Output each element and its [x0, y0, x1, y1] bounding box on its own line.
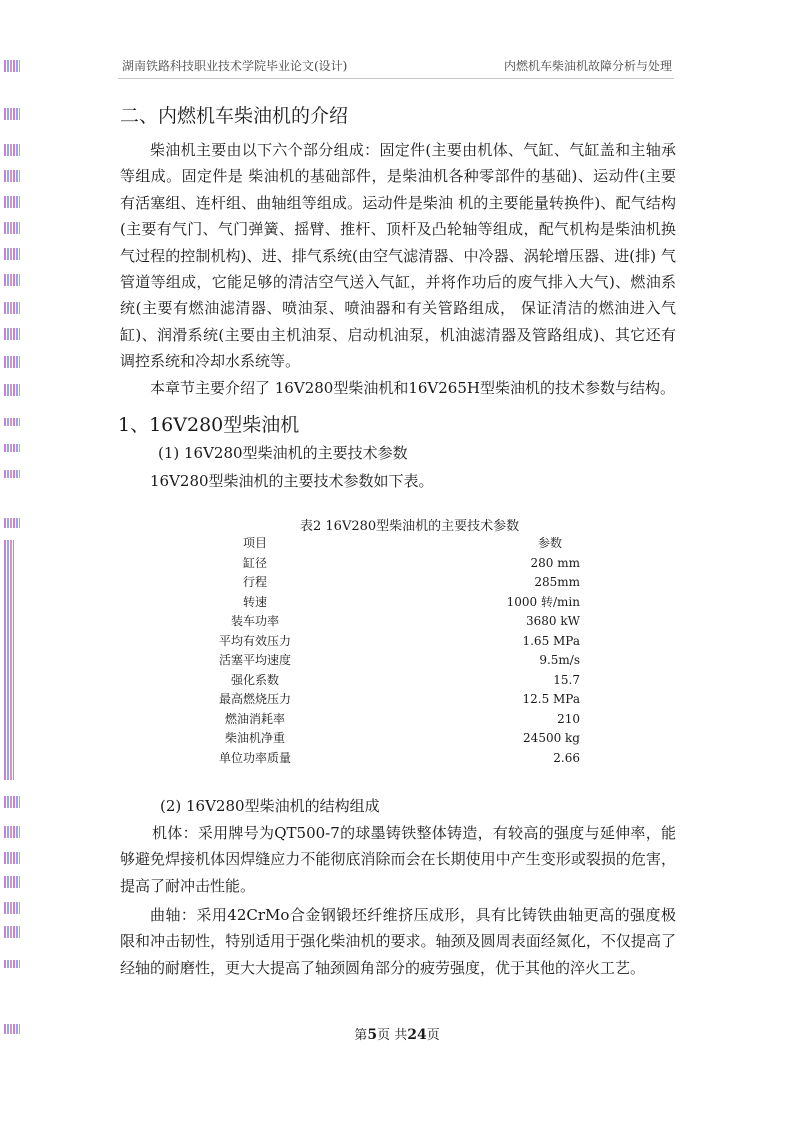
item2-title: (2) 16V280型柴油机的结构组成 — [160, 797, 380, 815]
row-value: 3680 kW — [526, 614, 580, 628]
row-name: 柴油机净重 — [224, 731, 285, 745]
table-header-row — [200, 534, 610, 554]
row-name: 活塞平均速度 — [218, 653, 291, 667]
table-row — [200, 632, 610, 652]
table-row — [200, 690, 610, 710]
row-value: 285mm — [534, 575, 580, 589]
row-name: 单位功率质量 — [218, 750, 291, 765]
row-value: 12.5 MPa — [522, 692, 580, 706]
body-paragraph-2: 曲轴：采用42CrMo合金钢锻坯纤维挤压成形，具有比铸铁曲轴更高的强度极限和冲击韧性，特别适用于强化柴油机的要求。轴颈及圆周表面经氮化，不仅提高了经轴的耐磨性，更大大提高了轴颈圆角部分的疲劳强度，优于其他的淬火工艺。 — [120, 906, 676, 977]
row-value: 280 mm — [530, 555, 580, 570]
intro-paragraph: 柴油机主要由以下六个部分组成：固定件(主要由机体、气缸、气缸盖和主轴承等组成。固定件是 柴油机的基础部件，是柴油机各种零部件的基础)、运动件(主要有活塞组、连杆组、曲轴组等组成。运动件是柴油 机的主要能量转换件)、配气结构(主要有气门、气门弹簧、摇臂、推杆、顶杆及凸轮轴等组成，配气机构是柴油机换气过程的控制机构)、进、排气系统(由空气滤清器、中冷器、涡轮增压器、进(排) 气管道等组成，它能足够的清洁空气送入气缸，并将作功后的废气排入大气)、燃油系统(主要有燃油滤清器、喷油泵、喷油器和有关管路组成， 保证清洁的燃油进入气缸)、润滑系统(主要由主机油泵、启动机油泵，机油滤清器及管路组成)、其它还有调控系统和冷却水系统等。 — [120, 141, 676, 371]
section-title: 二、内燃机车柴油机的介绍 — [120, 105, 349, 127]
row-value: 210 — [557, 711, 580, 726]
spec-table — [200, 534, 610, 768]
table-row — [200, 593, 610, 613]
row-name: 平均有效压力 — [218, 633, 291, 648]
item1-text: 16V280型柴油机的主要技术参数如下表。 — [150, 472, 434, 490]
margin-scan-marks — [4, 56, 24, 1046]
table-row — [200, 573, 610, 593]
page-footer — [0, 1024, 794, 1043]
footer-suffix: 页 — [426, 1028, 440, 1043]
header-divider — [118, 78, 674, 79]
subsection-title: 1、16V280型柴油机 — [118, 414, 300, 436]
table-row — [200, 612, 610, 632]
table-caption: 表2 16V280型柴油机的主要技术参数 — [300, 519, 520, 534]
table-row — [200, 749, 610, 769]
row-name: 装车功率 — [230, 614, 279, 628]
chapter-summary: 本章节主要介绍了 16V280型柴油机和16V265H型柴油机的技术参数与结构。 — [150, 379, 675, 397]
row-name: 强化系数 — [230, 672, 279, 687]
table-row — [200, 729, 610, 749]
page-total: 24 — [407, 1027, 427, 1043]
row-value: 15.7 — [553, 672, 580, 687]
row-value: 2.66 — [553, 750, 580, 765]
page-number: 5 — [367, 1027, 378, 1043]
body-paragraph-1: 机体：采用牌号为QT500-7的球墨铸铁整体铸造，有较高的强度与延伸率，能够避免焊接机体因焊缝应力不能彻底消除而会在长期使用中产生变形或裂损的危害，提高了耐冲击性能。 — [120, 824, 676, 895]
row-value: 1000 转/min — [506, 594, 580, 609]
table-row — [200, 651, 610, 671]
row-name: 燃油消耗率 — [224, 711, 285, 726]
header-left-title: 湖南铁路科技职业技术学院毕业论文(设计) — [122, 59, 348, 73]
row-value: 24500 kg — [523, 731, 580, 745]
row-value: 1.65 MPa — [522, 633, 580, 648]
footer-middle: 页 共 — [377, 1028, 408, 1043]
row-value: 9.5m/s — [539, 653, 580, 667]
row-name: 转速 — [242, 594, 267, 609]
row-name: 最高燃烧压力 — [218, 692, 291, 706]
row-name: 行程 — [242, 575, 267, 589]
header-right-title: 内燃机车柴油机故障分析与处理 — [503, 59, 672, 73]
row-name: 缸径 — [242, 555, 267, 570]
table-header-value: 参数 — [537, 536, 562, 550]
table-header-name: 项目 — [242, 536, 267, 550]
table-row — [200, 554, 610, 574]
item1-title: (1) 16V280型柴油机的主要技术参数 — [158, 444, 408, 462]
footer-prefix: 第 — [354, 1028, 368, 1043]
table-row — [200, 710, 610, 730]
table-row — [200, 671, 610, 691]
